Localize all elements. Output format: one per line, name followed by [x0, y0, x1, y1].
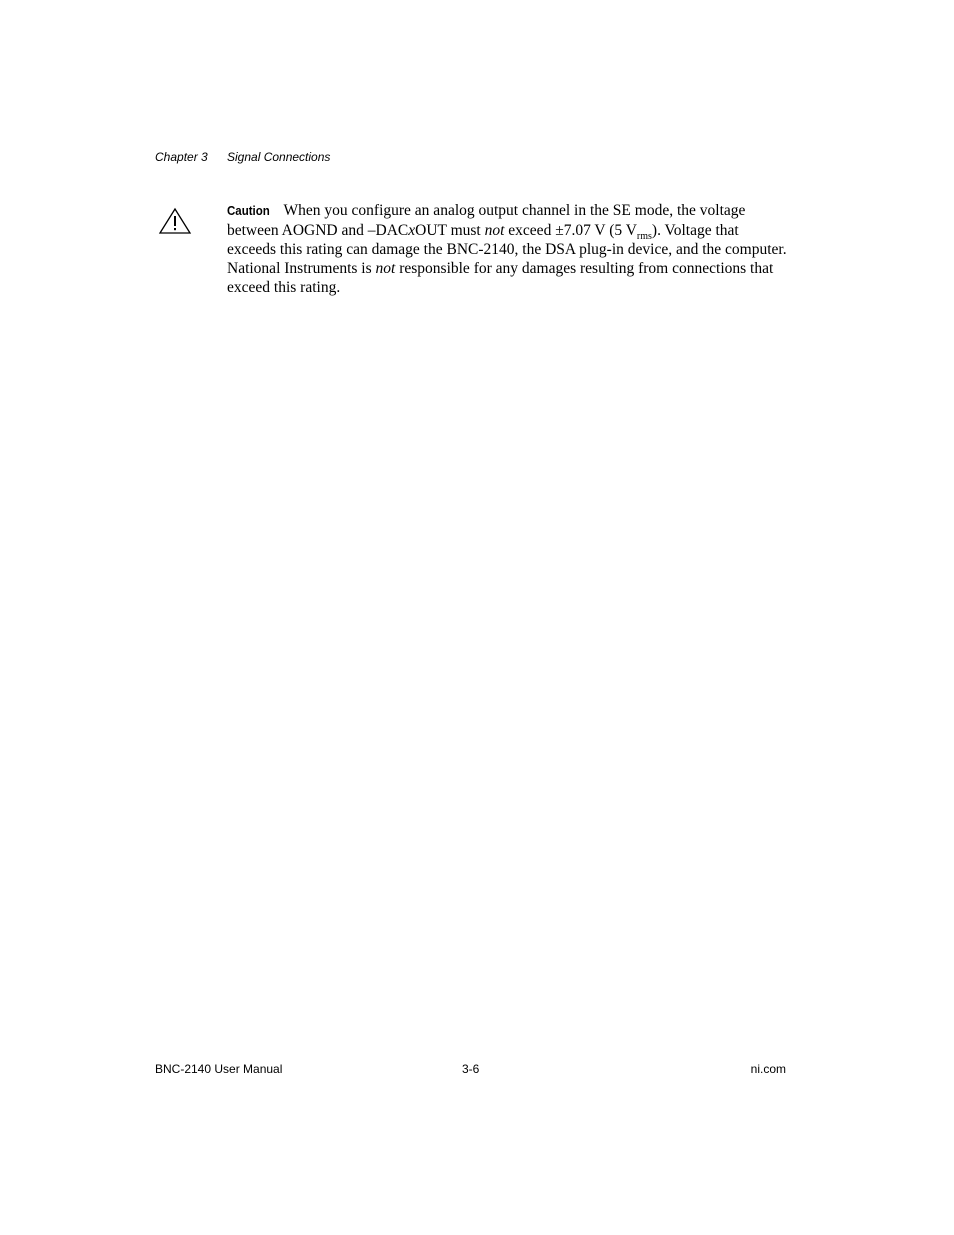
caution-subscript-rms: rms	[636, 231, 652, 242]
footer-manual-title: BNC-2140 User Manual	[155, 1062, 283, 1076]
caution-text-2: OUT must	[415, 222, 485, 239]
caution-text-1: When you configure an analog output channel in the SE mode, the voltage between AOGND and –DAC	[227, 202, 746, 239]
caution-label: Caution	[227, 204, 270, 218]
caution-text-4: ). Voltage that exceeds this rating can damage the BNC-2140, the DSA plug-in device, and the computer. National Instruments is	[227, 222, 787, 277]
footer-page-number: 3-6	[462, 1062, 480, 1076]
caution-note	[227, 201, 789, 297]
footer-website: ni.com	[750, 1062, 786, 1076]
caution-var-x: x	[408, 222, 416, 239]
running-header	[155, 150, 330, 165]
warning-triangle-icon	[158, 207, 192, 235]
chapter-label: Chapter 3	[155, 150, 208, 164]
caution-text-3: exceed ±7.07 V (5 V	[504, 222, 637, 239]
caution-emphasis-not-2: not	[375, 260, 396, 277]
section-title: Signal Connections	[227, 150, 331, 164]
caution-emphasis-not-1: not	[484, 222, 505, 239]
caution-text-5: responsible for any damages resulting from connections that exceed this rating.	[227, 260, 774, 296]
